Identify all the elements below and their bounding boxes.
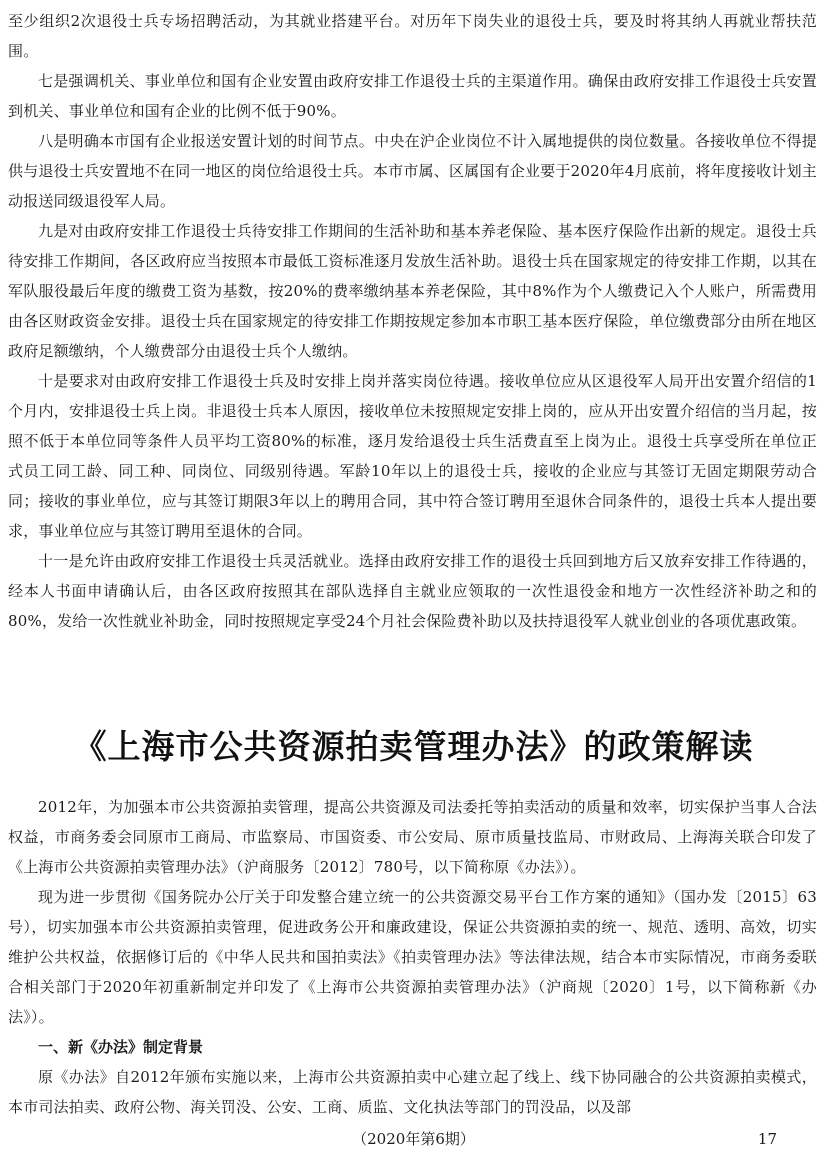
top-text-block <box>8 6 817 636</box>
paragraph-continued: 至少组织2次退役士兵专场招聘活动，为其就业搭建平台。对历年下岗失业的退役士兵，要及时将其纳人再就业帮扶范围。 <box>8 12 817 60</box>
article-title: 《上海市公共资源拍卖管理办法》的政策解读 <box>73 727 754 766</box>
page-footer <box>0 1126 827 1152</box>
paragraph-item-10: 十是要求对由政府安排工作退役士兵及时安排上岗并落实岗位待遇。接收单位应从区退役军人局开出安置介绍信的1个月内，安排退役士兵上岗。非退役士兵本人原因，接收单位未按照规定安排上岗的，应从开出安置介绍信的当月起，按照不低于本单位同等条件人员平均工资80%的标准，逐月发给退役士兵生活费直至上岗为止。退役士兵享受所在单位正式员工同工龄、同工种、同岗位、同级别待遇。军龄10年以上的退役士兵，接收的企业应与其签订无固定期限劳动合同；接收的事业单位，应与其签订期限3年以上的聘用合同，其中符合签订聘用至退休合同条件的，退役士兵本人提出要求，事业单位应与其签订聘用至退休的合同。 <box>8 372 817 540</box>
paragraph-item-11: 十一是允许由政府安排工作退役士兵灵活就业。选择由政府安排工作的退役士兵回到地方后又放弃安排工作待遇的，经本人书面申请确认后，由各区政府按照其在部队选择自主就业应领取的一次性退役金和地方一次性经济补助之和的80%，发给一次性就业补助金，同时按照规定享受24个月社会保险费补助以及扶持退役军人就业创业的各项优惠政策。 <box>8 552 817 630</box>
section-paragraph: 原《办法》自2012年颁布实施以来，上海市公共资源拍卖中心建立起了线上、线下协同融合的公共资源拍卖模式，本市司法拍卖、政府公物、海关罚没、公安、工商、质监、文化执法等部门的罚没品，以及部 <box>8 1068 817 1116</box>
paragraph-item-7: 七是强调机关、事业单位和国有企业安置由政府安排工作退役士兵的主渠道作用。确保由政府安排工作退役士兵安置到机关、事业单位和国有企业的比例不低于90%。 <box>8 72 817 120</box>
paragraph-item-8: 八是明确本市国有企业报送安置计划的时间节点。中央在沪企业岗位不计入属地提供的岗位数量。各接收单位不得提供与退役士兵安置地不在同一地区的岗位给退役士兵。本市市属、区属国有企业要于2020年4月底前，将年度接收计划主动报送同级退役军人局。 <box>8 132 817 210</box>
issue-label: （2020年第6期） <box>352 1130 475 1148</box>
page-number: 17 <box>757 1130 777 1148</box>
article-body <box>8 792 817 1122</box>
paragraph-item-9: 九是对由政府安排工作退役士兵待安排工作期间的生活补助和基本养老保险、基本医疗保险作出新的规定。退役士兵待安排工作期间，各区政府应当按照本市最低工资标准逐月发放生活补助。退役士兵在国家规定的待安排工作期，以其在军队服役最后年度的缴费工资为基数，按20%的费率缴纳基本养老保险，其中8%作为个人缴费记入个人账户，所需费用由各区财政资金安排。退役士兵在国家规定的待安排工作期按规定参加本市职工基本医疗保险，单位缴费部分由所在地区政府足额缴纳，个人缴费部分由退役士兵个人缴纳。 <box>8 222 817 360</box>
section-heading: 一、新《办法》制定背景 <box>38 1038 204 1056</box>
article-paragraph-2: 现为进一步贯彻《国务院办公厅关于印发整合建立统一的公共资源交易平台工作方案的通知》（国办发〔2015〕63号），切实加强本市公共资源拍卖管理，促进政务公开和廉政建设，保证公共资源拍卖的统一、规范、透明、高效，切实维护公共权益，依据修订后的《中华人民共和国拍卖法》《拍卖管理办法》等法律法规，结合本市实际情况，市商务委联合相关部门于2020年初重新制定并印发了《上海市公共资源拍卖管理办法》（沪商规〔2020〕1号，以下简称新《办法》）。 <box>8 888 817 1026</box>
article-paragraph-1: 2012年，为加强本市公共资源拍卖管理，提高公共资源及司法委托等拍卖活动的质量和效率，切实保护当事人合法权益，市商务委会同原市工商局、市监察局、市国资委、市公安局、原市质量技监局、市财政局、上海海关联合印发了《上海市公共资源拍卖管理办法》（沪商服务〔2012〕780号，以下简称原《办法》）。 <box>8 798 817 876</box>
